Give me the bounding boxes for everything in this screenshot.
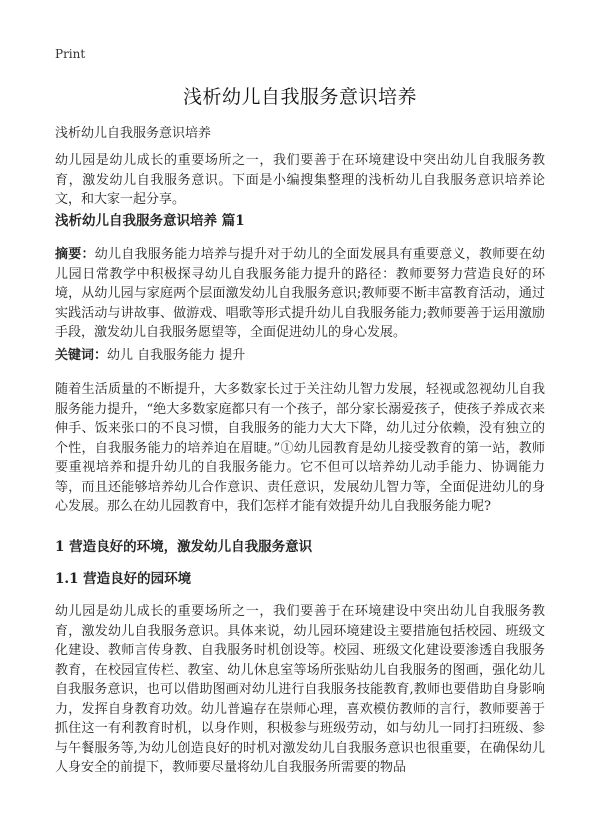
abstract-label: 摘要： <box>55 247 95 262</box>
page-title: 浅析幼儿自我服务意识培养 <box>182 86 417 108</box>
intro-paragraph: 幼儿园是幼儿成长的重要场所之一，我们要善于在环境建设中突出幼儿自我服务教育，激发幼儿自我服务意识。下面是小编搜集整理的浅析幼儿自我服务意识培养论文，和大家一起分享。 <box>55 153 545 207</box>
body-paragraph-1: 随着生活质量的不断提升，大多数家长过于关注幼儿智力发展，轻视或忽视幼儿自我服务能力提升，“绝大多数家庭都只有一个孩子，部分家长溺爱孩子，使孩子养成衣来伸手、饭来张口的不良习惯，自我服务的能力大大下降，幼儿过分依赖，没有独立的个性，自我服务能力的培养迫在眉睫。”①幼儿园教育是幼儿接受教育的第一站，教师要重视培养和提升幼儿的自我服务能力。它不但可以培养幼儿动手能力、协调能力等，而且还能够培养幼儿合作意识、责任意识，发展幼儿智力等，全面促进幼儿的身心发展。那么在幼儿园教育中，我们怎样才能有效提升幼儿自我服务能力呢? <box>55 382 545 514</box>
abstract-text: 幼儿自我服务能力培养与提升对于幼儿的全面发展具有重要意义，教师要在幼儿园日常教学中积极探寻幼儿自我服务能力提升的路径：教师要努力营造良好的环境，从幼儿园与家庭两个层面激发幼儿自我服务意识;教师要不断丰富教育活动，通过实践活动与讲故事、做游戏、唱歌等形式提升幼儿自我服务能力;教师要善于运用激励手段，激发幼儿自我服务愿望等，全面促进幼儿的身心发展。 <box>55 247 545 340</box>
abstract-paragraph <box>55 245 545 343</box>
section-heading: 浅析幼儿自我服务意识培养 篇1 <box>55 213 245 229</box>
article-subtitle: 浅析幼儿自我服务意识培养 <box>55 126 212 141</box>
keywords-text: 幼儿 自我服务能力 提升 <box>107 348 246 363</box>
heading-1-1: 1.1 营造良好的园环境 <box>55 571 192 587</box>
keywords-paragraph <box>55 346 545 366</box>
print-link[interactable]: Print <box>55 47 86 61</box>
keywords-label: 关键词： <box>55 348 108 363</box>
heading-1: 1 营造良好的环境，激发幼儿自我服务意识 <box>55 539 313 555</box>
body-paragraph-2: 幼儿园是幼儿成长的重要场所之一，我们要善于在环境建设中突出幼儿自我服务教育，激发幼儿自我服务意识。具体来说，幼儿园环境建设主要措施包括校园、班级文化建设、教师言传身教、自我服务时机创设等。校园、班级文化建设要渗透自我服务教育，在校园宣传栏、教室、幼儿休息室等场所张贴幼儿自我服务的图画，强化幼儿自我服务意识，也可以借助图画对幼儿进行自我服务技能教育,教师也要借助自身影响力，发挥自身教育功效。幼儿普遍存在崇师心理，喜欢模仿教师的言行，教师要善于抓住这一有利教育时机，以身作则，积极参与班级劳动，如与幼儿一同打扫班级、参与午餐服务等,为幼儿创造良好的时机对激发幼儿自我服务意识也很重要，在确保幼儿人身安全的前提下，教师要尽量将幼儿自我服务所需要的物品 <box>55 604 545 775</box>
